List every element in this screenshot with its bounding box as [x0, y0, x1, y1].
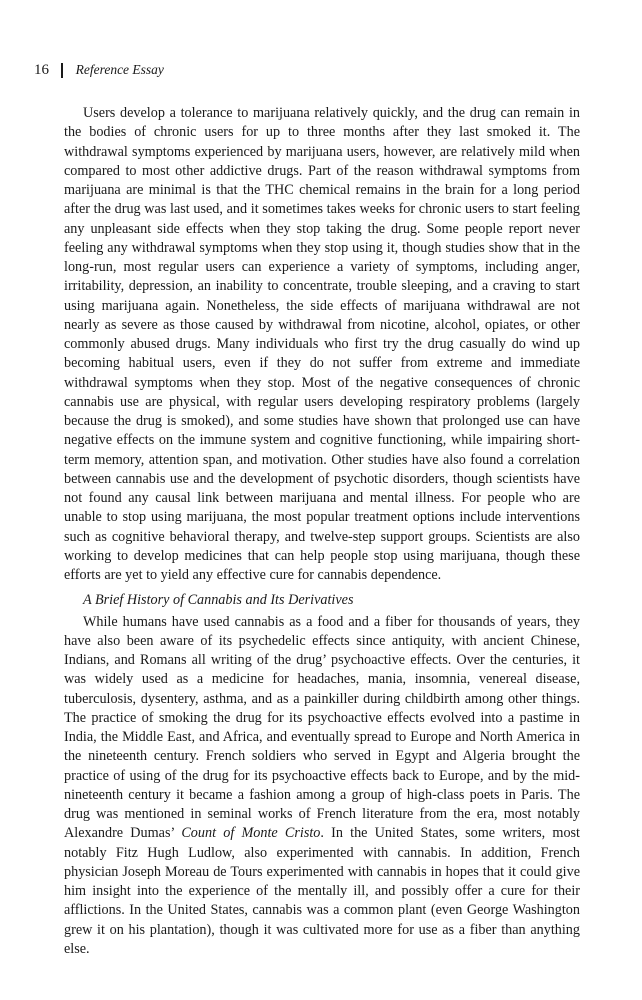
- body-text: [64, 104, 580, 959]
- section-title: Reference Essay: [75, 62, 164, 77]
- running-header: [34, 60, 164, 80]
- paragraph-history-text-2: . In the United States, some writers, most notably Fitz Hugh Ludlow, also experimented with cannabis. In addition, French physician Joseph Moreau de Tours experimented with cannabis in hopes that it could give him insight into the experience of the mentally ill, and possibly offer a cure for their afflictions. In the United States, cannabis was a common plant (even George Washington grew it on his plantation), though it was cultivated more for use as a fiber than anything else.: [64, 825, 580, 957]
- book-title-monte-cristo: Count of Monte Cristo: [181, 825, 321, 842]
- header-divider: [61, 63, 63, 78]
- paragraph-withdrawal: Users develop a tolerance to marijuana relatively quickly, and the drug can remain in the bodies of chronic users for up to three months after they last smoked it. The withdrawal symptoms experienced by marijuana users, however, are relatively mild when compared to most other addictive drugs. Part of the reason withdrawal symptoms from marijuana are minimal is that the THC chemical remains in the brain for a long period after the drug was last used, and it sometimes takes weeks for chronic users to start feeling any unpleasant side effects when they stop taking the drug. Some people report never feeling any withdrawal symptoms when they stop using it, though studies show that in the long-run, most regular users can experience a variety of symptoms, including anger, irritability, depression, an inability to concentrate, trouble sleeping, and a craving to start using marijuana again. Nonetheless, the side effects of marijuana withdrawal are not nearly as severe as those caused by withdrawal from nicotine, alcohol, opiates, or other commonly abused drugs. Many individuals who first try the drug casually do wind up becoming habitual users, even if they do not suffer from extreme and immediate withdrawal symptoms when they stop. Most of the negative consequences of chronic cannabis use are physical, with regular users developing respiratory problems (largely because the drug is smoked), and some studies have shown that prolonged use can have negative effects on the immune system and cognitive functioning, while impairing short-term memory, attention span, and motivation. Other studies have also found a correlation between cannabis use and the development of psychotic disorders, though scientists have not found any causal link between marijuana and mental illness. For people who are unable to stop using marijuana, the most popular treatment options include interventions such as cognitive behavioral therapy, and twelve-step support groups. Scientists are also working to develop medicines that can help people stop using marijuana, though these efforts are yet to yield any effective cure for cannabis dependence.: [64, 105, 580, 583]
- paragraph-history: [64, 613, 580, 960]
- paragraph-history-text-1: While humans have used cannabis as a food and a fiber for thousands of years, they have also been aware of its psychedelic effects since antiquity, with ancient Chinese, Indians, and Romans all writing of the drug’ psychoactive effects. Over the centuries, it was widely used as a medicine for headaches, mania, insomnia, venereal disease, tuberculosis, dysentery, asthma, and as a painkiller during childbirth among other things. The practice of smoking the drug for its psychoactive effects evolved into a pastime in India, the Middle East, and Africa, and eventually spread to Europe and North America in the nineteenth century. French soldiers who served in Egypt and Algeria brought the practice of using of the drug for its psychoactive effects back to Europe, and by the mid-nineteenth century it became a fashion among a group of high-class poets in Paris. The drug was mentioned in seminal works of French literature from the era, most notably Alexandre Dumas’: [64, 613, 580, 842]
- page-number: 16: [34, 62, 49, 78]
- subheading-history: A Brief History of Cannabis and Its Derivatives: [83, 592, 354, 609]
